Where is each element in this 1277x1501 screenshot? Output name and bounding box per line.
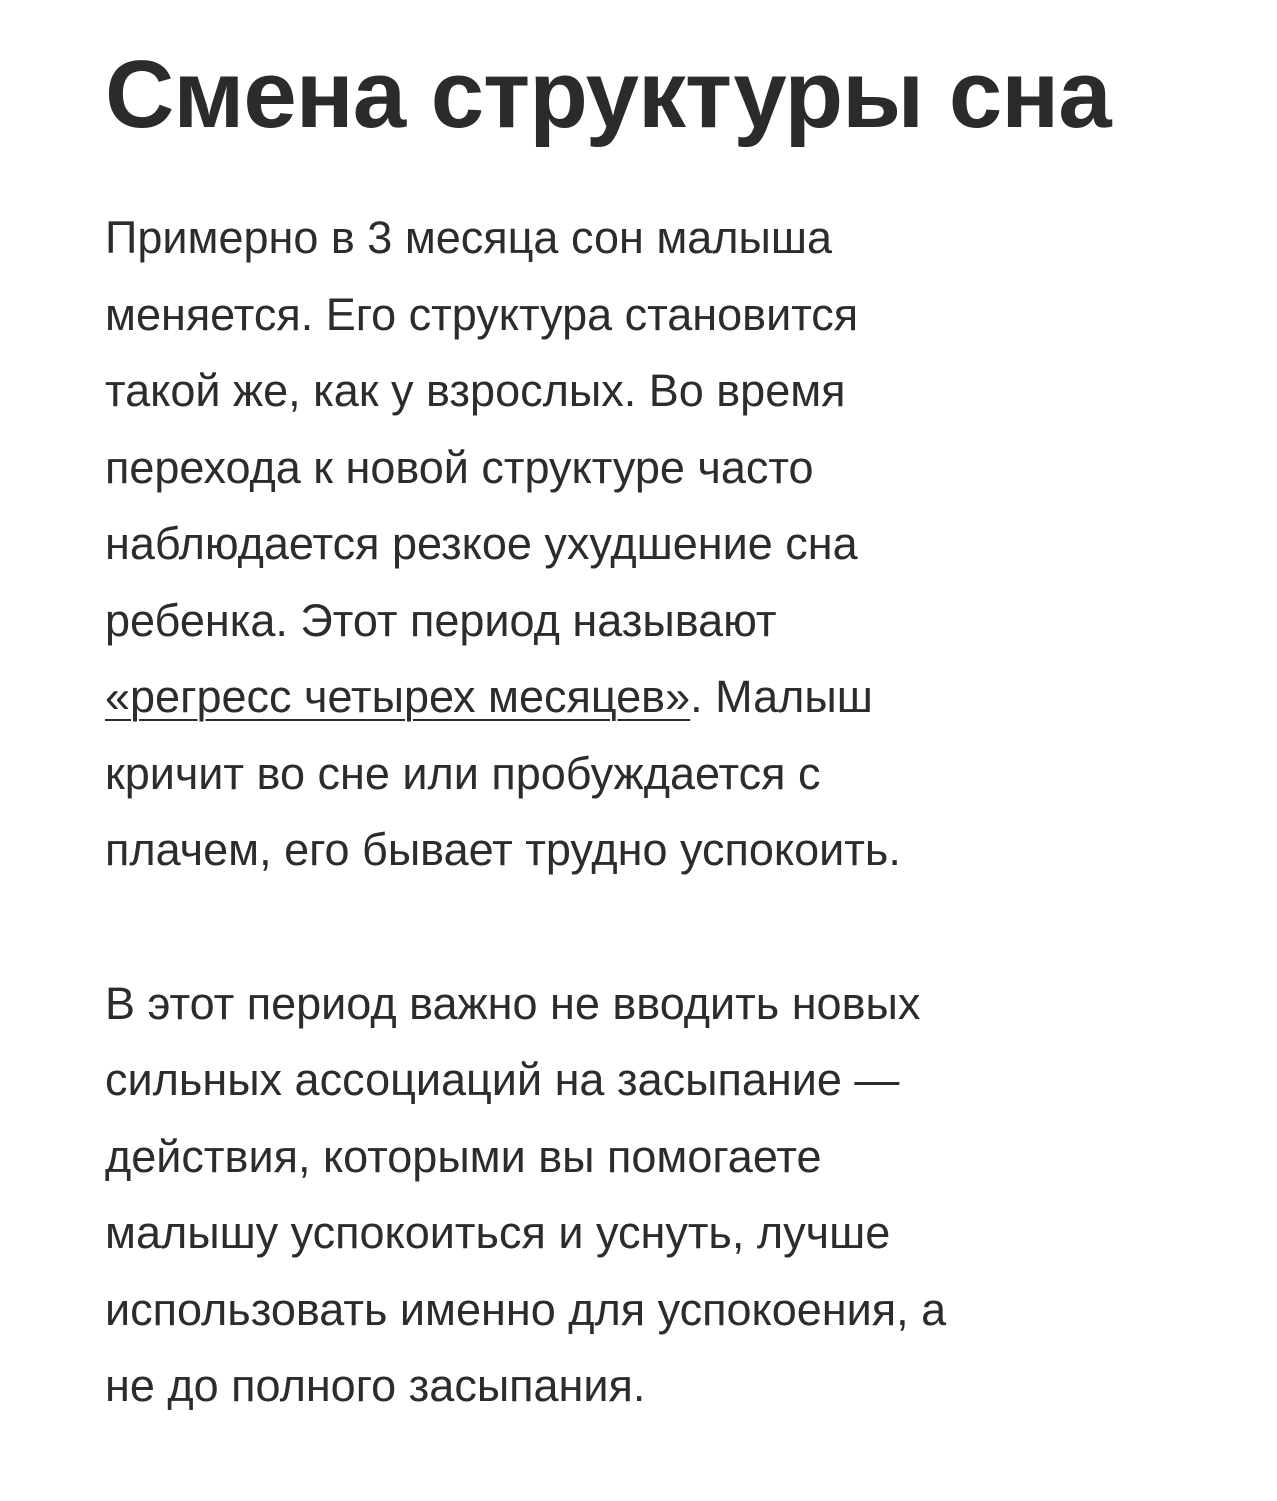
text-line: сильных ассоциаций на засыпание — xyxy=(105,1054,900,1105)
text-line-with-link xyxy=(105,659,1225,736)
text-line: В этот период важно не вводить новых xyxy=(105,977,921,1029)
text-line: плачем, его бывает трудно успокоить. xyxy=(105,824,901,875)
four-month-regression-link[interactable]: «регресс четырех месяцев» xyxy=(105,671,691,722)
text-line: кричит во сне или пробуждается с xyxy=(105,747,821,799)
text-line: такой же, как у взрослых. Во время xyxy=(105,365,846,416)
paragraph-sleep-associations xyxy=(105,966,1225,1425)
article-title: Смена структуры сна xyxy=(105,41,1111,148)
text-line: использовать именно для успокоения, а xyxy=(105,1283,947,1335)
text-line: ребенка. Этот период называют xyxy=(105,594,777,646)
text-line: наблюдается резкое ухудшение сна xyxy=(105,518,858,569)
article xyxy=(105,40,1225,1425)
text-line: Примерно в 3 месяца сон малыша xyxy=(105,212,833,263)
text-fragment: . Малыш xyxy=(690,671,873,722)
text-line: малышу успокоиться и уснуть, лучше xyxy=(105,1207,891,1258)
text-line: действия, которыми вы помогаете xyxy=(105,1130,822,1182)
text-line: меняется. Его структура становится xyxy=(105,288,859,340)
paragraph-sleep-structure-change xyxy=(105,200,1225,889)
text-line: перехода к новой структуре часто xyxy=(105,441,814,493)
text-line: не до полного засыпания. xyxy=(105,1360,646,1411)
